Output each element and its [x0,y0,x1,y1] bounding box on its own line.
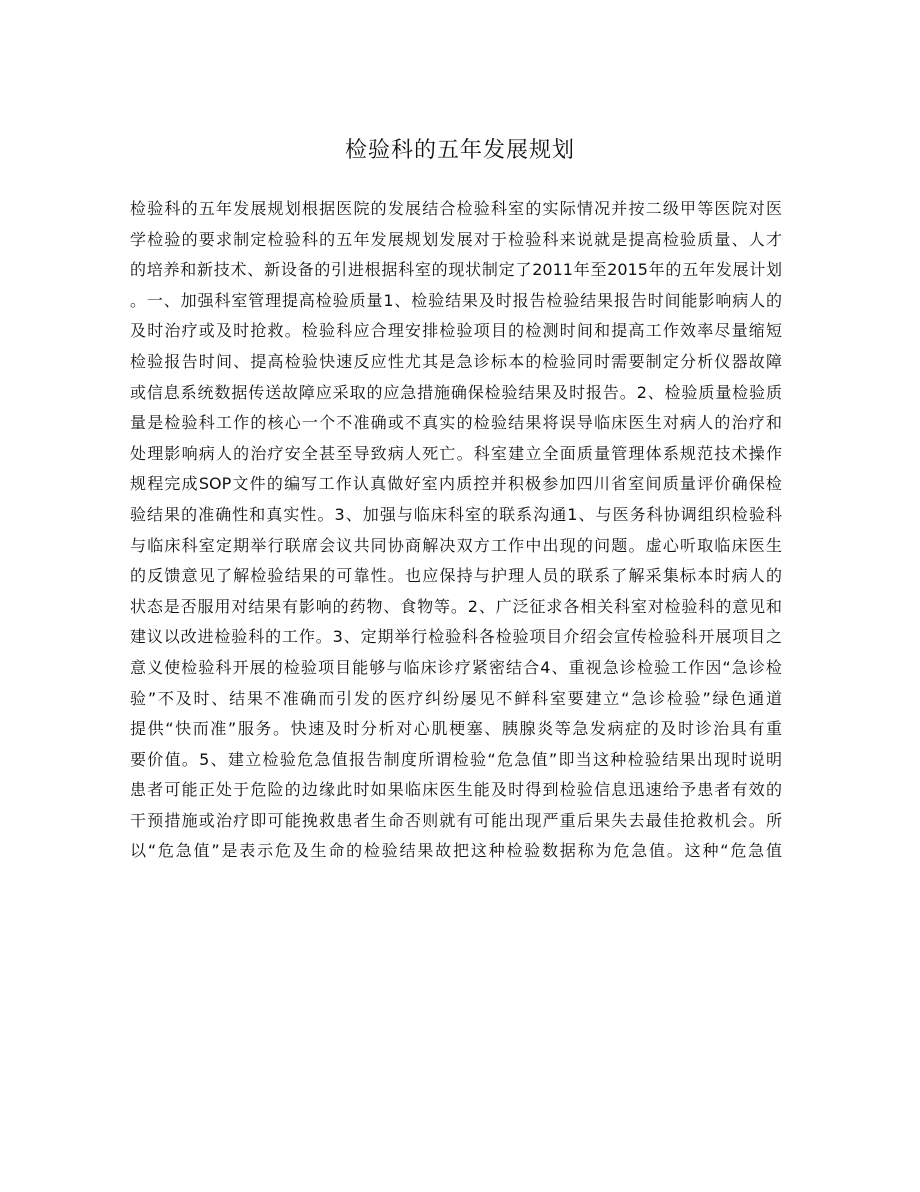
body-line-1: 检验科的五年发展规划根据医院的发展结合检验科室的实际情况并按二级甲等医院对医 [130,199,782,218]
body-line-3: 的培养和新技术、新设备的引进根据科室的现状制定了2011年至2015年的五年发展计划 [130,260,782,280]
body-line-10: 规程完成SOP文件的编写工作认真做好室内质控并积极参加四川省室间质量评价确保检 [130,474,782,494]
body-line-15: 建议以改进检验科的工作。3、定期举行检验科各检验项目介绍会宣传检验科开展项目之 [130,627,782,647]
body-line-14: 状态是否服用对结果有影响的药物、食物等。2、广泛征求各相关科室对检验科的意见和 [130,596,782,616]
body-line-5: 及时治疗或及时抢救。检验科应合理安排检验项目的检测时间和提高工作效率尽量缩短 [130,321,782,341]
body-line-13: 的反馈意见了解检验结果的可靠性。也应保持与护理人员的联系了解采集标本时病人的 [130,566,782,586]
body-line-6: 检验报告时间、提高检验快速反应性尤其是急诊标本的检验同时需要制定分析仪器故障 [130,351,782,371]
document-body [130,194,782,867]
body-line-9: 处理影响病人的治疗安全甚至导致病人死亡。科室建立全面质量管理体系规范技术操作 [130,443,782,463]
body-line-19: 要价值。5、建立检验危急值报告制度所谓检验“危急值”即当这种检验结果出现时说明 [130,749,782,769]
document-title: 检验科的五年发展规划 [344,138,575,163]
body-line-18: 提供“快而准”服务。快速及时分析对心肌梗塞、胰腺炎等急发病症的及时诊治具有重 [130,719,782,739]
body-line-12: 与临床科室定期举行联席会议共同协商解决双方工作中出现的问题。虚心听取临床医生 [130,535,782,555]
body-line-7: 或信息系统数据传送故障应采取的应急措施确保检验结果及时报告。2、检验质量检验质 [130,382,782,402]
body-line-21: 干预措施或治疗即可能挽救患者生命否则就有可能出现严重后果失去最佳抢救机会。所 [130,810,782,830]
body-line-2: 学检验的要求制定检验科的五年发展规划发展对于检验科来说就是提高检验质量、人才 [130,229,782,249]
body-line-4: 。一、加强科室管理提高检验质量1、检验结果及时报告检验结果报告时间能影响病人的 [130,290,782,310]
body-line-22: 以“危急值”是表示危及生命的检验结果故把这种检验数据称为危急值。这种“危急值 [130,841,782,861]
body-line-11: 验结果的准确性和真实性。3、加强与临床科室的联系沟通1、与医务科协调组织检验科 [130,504,782,524]
body-line-17: 验”不及时、结果不准确而引发的医疗纠纷屡见不鲜科室要建立“急诊检验”绿色通道 [130,688,782,708]
body-line-8: 量是检验科工作的核心一个不准确或不真实的检验结果将误导临床医生对病人的治疗和 [130,413,782,433]
body-line-20: 患者可能正处于危险的边缘此时如果临床医生能及时得到检验信息迅速给予患者有效的 [130,780,782,800]
body-line-16: 意义使检验科开展的检验项目能够与临床诊疗紧密结合4、重视急诊检验工作因“急诊检 [130,657,782,677]
